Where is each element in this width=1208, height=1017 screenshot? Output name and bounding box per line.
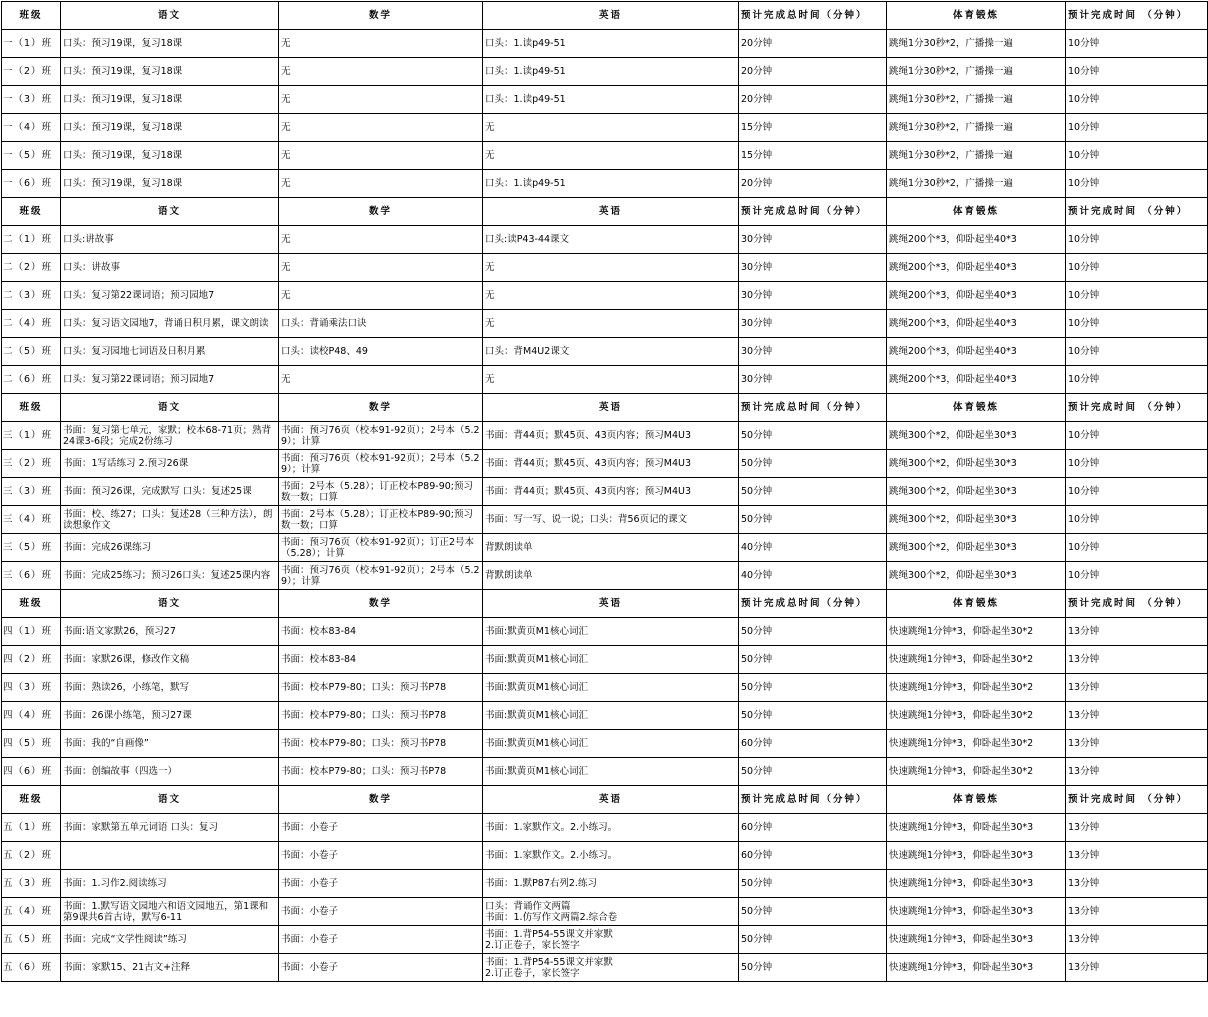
cell-total-time: 30分钟: [739, 226, 887, 254]
cell-pe-time: 13分钟: [1066, 870, 1208, 898]
cell-math: 书面：校本83-84: [279, 618, 483, 646]
cell-total-time: 50分钟: [739, 422, 887, 450]
cell-math: 无: [279, 226, 483, 254]
cell-math: 无: [279, 170, 483, 198]
table-row: [2, 86, 1208, 114]
column-header-pe: 体育锻炼: [887, 394, 1066, 422]
column-header-total-time: 预计完成总时间（分钟）: [739, 786, 887, 814]
cell-total-time: 20分钟: [739, 86, 887, 114]
cell-total-time: 50分钟: [739, 870, 887, 898]
header-row: [2, 590, 1208, 618]
table-row: [2, 534, 1208, 562]
cell-chinese: [61, 842, 279, 870]
cell-class: 一（4）班: [2, 114, 61, 142]
cell-math: 书面：2号本（5.28）；订正校本P89-90;预习数一数；口算: [279, 506, 483, 534]
cell-pe: 跳绳200个*3，仰卧起坐40*3: [887, 338, 1066, 366]
cell-pe: 跳绳1分30秒*2，广播操一遍: [887, 142, 1066, 170]
cell-english: 口头：背诵作文两篇 书面：1.仿写作文两篇2.综合卷: [483, 898, 739, 926]
cell-pe-time: 10分钟: [1066, 282, 1208, 310]
cell-class: 五（6）班: [2, 954, 61, 982]
table-row: [2, 338, 1208, 366]
cell-pe: 快速跳绳1分钟*3，仰卧起坐30*2: [887, 702, 1066, 730]
cell-math: 口头：读校P48、49: [279, 338, 483, 366]
column-header-pe-time: 预计完成时间 （分钟）: [1066, 394, 1208, 422]
column-header-class: 班级: [2, 394, 61, 422]
cell-chinese: 口头：预习19课，复习18课: [61, 170, 279, 198]
cell-english: 书面：背44页；默45页、43页内容；预习M4U3: [483, 450, 739, 478]
cell-class: 二（4）班: [2, 310, 61, 338]
table-row: [2, 506, 1208, 534]
table-row: [2, 842, 1208, 870]
cell-total-time: 30分钟: [739, 282, 887, 310]
cell-math: 无: [279, 254, 483, 282]
table-row: [2, 170, 1208, 198]
column-header-english: 英语: [483, 394, 739, 422]
column-header-class: 班级: [2, 198, 61, 226]
cell-class: 二（5）班: [2, 338, 61, 366]
cell-pe-time: 10分钟: [1066, 478, 1208, 506]
cell-total-time: 50分钟: [739, 926, 887, 954]
cell-english: 书面：1.家默作文。2.小练习。: [483, 814, 739, 842]
cell-pe-time: 10分钟: [1066, 86, 1208, 114]
cell-total-time: 40分钟: [739, 562, 887, 590]
cell-chinese: 书面：完成25练习；预习26口头：复述25课内容: [61, 562, 279, 590]
cell-english: 书面：1.默P87右列2.练习: [483, 870, 739, 898]
homework-table: [1, 1, 1208, 982]
cell-class: 四（6）班: [2, 758, 61, 786]
cell-math: 书面：小卷子: [279, 870, 483, 898]
cell-pe: 跳绳200个*3，仰卧起坐40*3: [887, 310, 1066, 338]
cell-class: 四（4）班: [2, 702, 61, 730]
cell-pe-time: 10分钟: [1066, 534, 1208, 562]
cell-pe: 跳绳1分30秒*2，广播操一遍: [887, 170, 1066, 198]
cell-pe: 跳绳200个*3，仰卧起坐40*3: [887, 366, 1066, 394]
cell-math: 书面：2号本（5.28）；订正校本P89-90;预习数一数；口算: [279, 478, 483, 506]
cell-math: 书面：小卷子: [279, 954, 483, 982]
cell-pe: 跳绳300个*2，仰卧起坐30*3: [887, 506, 1066, 534]
cell-pe: 跳绳200个*3，仰卧起坐40*3: [887, 282, 1066, 310]
cell-total-time: 50分钟: [739, 758, 887, 786]
cell-pe-time: 10分钟: [1066, 142, 1208, 170]
cell-pe-time: 10分钟: [1066, 338, 1208, 366]
cell-class: 三（6）班: [2, 562, 61, 590]
cell-total-time: 30分钟: [739, 254, 887, 282]
cell-math: 书面：小卷子: [279, 898, 483, 926]
cell-total-time: 15分钟: [739, 114, 887, 142]
column-header-english: 英语: [483, 198, 739, 226]
cell-pe: 跳绳1分30秒*2，广播操一遍: [887, 114, 1066, 142]
table-row: [2, 30, 1208, 58]
cell-english: 书面：背44页；默45页、43页内容；预习M4U3: [483, 478, 739, 506]
table-row: [2, 562, 1208, 590]
table-row: [2, 758, 1208, 786]
cell-pe-time: 13分钟: [1066, 842, 1208, 870]
column-header-total-time: 预计完成总时间（分钟）: [739, 590, 887, 618]
cell-math: 书面：预习76页（校本91-92页）；2号本（5.29）；计算: [279, 450, 483, 478]
cell-pe-time: 13分钟: [1066, 674, 1208, 702]
cell-english: 书面：1.背P54-55课文并家默 2.订正卷子，家长签字: [483, 954, 739, 982]
cell-chinese: 书面：完成26课练习: [61, 534, 279, 562]
column-header-pe: 体育锻炼: [887, 198, 1066, 226]
table-row: [2, 954, 1208, 982]
cell-english: 口头：1.读p49-51: [483, 30, 739, 58]
cell-class: 三（1）班: [2, 422, 61, 450]
cell-chinese: 书面:语文家默26，预习27: [61, 618, 279, 646]
column-header-math: 数学: [279, 198, 483, 226]
cell-english: 书面:默黄页M1核心词汇: [483, 730, 739, 758]
cell-english: 书面：1.背P54-55课文并家默 2.订正卷子，家长签字: [483, 926, 739, 954]
column-header-pe-time: 预计完成时间 （分钟）: [1066, 786, 1208, 814]
cell-math: 无: [279, 114, 483, 142]
cell-class: 一（6）班: [2, 170, 61, 198]
cell-english: 背默朗读单: [483, 562, 739, 590]
cell-english: 无: [483, 366, 739, 394]
table-row: [2, 926, 1208, 954]
table-row: [2, 310, 1208, 338]
cell-total-time: 50分钟: [739, 954, 887, 982]
cell-chinese: 书面：1.习作2.阅读练习: [61, 870, 279, 898]
column-header-chinese: 语文: [61, 590, 279, 618]
cell-total-time: 40分钟: [739, 534, 887, 562]
column-header-pe-time: 预计完成时间 （分钟）: [1066, 590, 1208, 618]
column-header-chinese: 语文: [61, 2, 279, 30]
table-row: [2, 730, 1208, 758]
column-header-total-time: 预计完成总时间（分钟）: [739, 394, 887, 422]
cell-pe-time: 13分钟: [1066, 702, 1208, 730]
cell-chinese: 书面：预习26课，完成默写 口头：复述25课: [61, 478, 279, 506]
cell-chinese: 口头：复习语文园地7，背诵日积月累，课文朗读: [61, 310, 279, 338]
cell-english: 书面:默黄页M1核心词汇: [483, 618, 739, 646]
cell-chinese: 书面：完成“文学性阅读”练习: [61, 926, 279, 954]
cell-class: 五（1）班: [2, 814, 61, 842]
cell-chinese: 书面：创编故事（四选一）: [61, 758, 279, 786]
column-header-english: 英语: [483, 786, 739, 814]
cell-class: 一（5）班: [2, 142, 61, 170]
cell-chinese: 口头：预习19课，复习18课: [61, 142, 279, 170]
cell-class: 五（5）班: [2, 926, 61, 954]
cell-pe-time: 13分钟: [1066, 814, 1208, 842]
column-header-math: 数学: [279, 786, 483, 814]
table-row: [2, 870, 1208, 898]
cell-class: 三（3）班: [2, 478, 61, 506]
table-row: [2, 450, 1208, 478]
column-header-class: 班级: [2, 2, 61, 30]
table-row: [2, 674, 1208, 702]
cell-pe-time: 13分钟: [1066, 898, 1208, 926]
cell-english: 无: [483, 114, 739, 142]
column-header-pe: 体育锻炼: [887, 786, 1066, 814]
cell-english: 书面:默黄页M1核心词汇: [483, 646, 739, 674]
cell-chinese: 书面：复习第七单元，家默；校本68-71页；熟背24课3-6段；完成2份练习: [61, 422, 279, 450]
cell-math: 书面：预习76页（校本91-92页）；订正2号本（5.28）；计算: [279, 534, 483, 562]
cell-english: 背默朗读单: [483, 534, 739, 562]
cell-pe: 快速跳绳1分钟*3，仰卧起坐30*2: [887, 618, 1066, 646]
cell-pe-time: 10分钟: [1066, 422, 1208, 450]
cell-math: 无: [279, 30, 483, 58]
cell-total-time: 20分钟: [739, 170, 887, 198]
cell-total-time: 60分钟: [739, 842, 887, 870]
column-header-class: 班级: [2, 590, 61, 618]
table-row: [2, 618, 1208, 646]
cell-math: 书面：校本P79-80；口头：预习书P78: [279, 758, 483, 786]
cell-english: 书面：1.家默作文。2.小练习。: [483, 842, 739, 870]
cell-class: 一（1）班: [2, 30, 61, 58]
cell-english: 无: [483, 310, 739, 338]
cell-chinese: 口头：讲故事: [61, 254, 279, 282]
table-row: [2, 702, 1208, 730]
cell-english: 口头：1.读p49-51: [483, 170, 739, 198]
cell-pe-time: 10分钟: [1066, 310, 1208, 338]
cell-math: 无: [279, 142, 483, 170]
cell-english: 口头：1.读p49-51: [483, 58, 739, 86]
cell-pe: 快速跳绳1分钟*3，仰卧起坐30*3: [887, 898, 1066, 926]
cell-english: 无: [483, 282, 739, 310]
cell-total-time: 20分钟: [739, 58, 887, 86]
cell-total-time: 50分钟: [739, 450, 887, 478]
cell-pe-time: 10分钟: [1066, 366, 1208, 394]
cell-class: 三（4）班: [2, 506, 61, 534]
cell-pe: 跳绳200个*3，仰卧起坐40*3: [887, 226, 1066, 254]
cell-english: 书面:默黄页M1核心词汇: [483, 674, 739, 702]
cell-pe: 快速跳绳1分钟*3，仰卧起坐30*3: [887, 926, 1066, 954]
column-header-total-time: 预计完成总时间（分钟）: [739, 198, 887, 226]
cell-pe-time: 10分钟: [1066, 30, 1208, 58]
cell-english: 口头：1.读p49-51: [483, 86, 739, 114]
cell-class: 二（1）班: [2, 226, 61, 254]
table-row: [2, 142, 1208, 170]
cell-math: 无: [279, 366, 483, 394]
cell-pe: 快速跳绳1分钟*3，仰卧起坐30*2: [887, 758, 1066, 786]
cell-chinese: 书面：家默第五单元词语 口头：复习: [61, 814, 279, 842]
cell-chinese: 口头：复习第22课词语；预习园地7: [61, 366, 279, 394]
cell-total-time: 50分钟: [739, 618, 887, 646]
cell-pe: 跳绳300个*2，仰卧起坐30*3: [887, 534, 1066, 562]
cell-pe-time: 10分钟: [1066, 254, 1208, 282]
cell-pe: 快速跳绳1分钟*3，仰卧起坐30*3: [887, 954, 1066, 982]
cell-pe: 跳绳1分30秒*2，广播操一遍: [887, 86, 1066, 114]
cell-pe: 跳绳200个*3，仰卧起坐40*3: [887, 254, 1066, 282]
cell-pe-time: 10分钟: [1066, 506, 1208, 534]
cell-total-time: 50分钟: [739, 898, 887, 926]
cell-english: 口头：背M4U2课文: [483, 338, 739, 366]
cell-pe-time: 13分钟: [1066, 618, 1208, 646]
column-header-math: 数学: [279, 2, 483, 30]
column-header-pe-time: 预计完成时间 （分钟）: [1066, 198, 1208, 226]
cell-pe-time: 13分钟: [1066, 954, 1208, 982]
table-row: [2, 646, 1208, 674]
cell-class: 五（2）班: [2, 842, 61, 870]
cell-pe-time: 13分钟: [1066, 646, 1208, 674]
cell-pe: 跳绳1分30秒*2，广播操一遍: [887, 30, 1066, 58]
header-row: [2, 786, 1208, 814]
cell-math: 书面：小卷子: [279, 842, 483, 870]
cell-english: 无: [483, 254, 739, 282]
cell-english: 书面:默黄页M1核心词汇: [483, 702, 739, 730]
cell-chinese: 书面：1写话练习 2.预习26课: [61, 450, 279, 478]
cell-pe: 跳绳300个*2，仰卧起坐30*3: [887, 422, 1066, 450]
column-header-math: 数学: [279, 590, 483, 618]
cell-math: 书面：小卷子: [279, 926, 483, 954]
column-header-pe: 体育锻炼: [887, 2, 1066, 30]
cell-total-time: 50分钟: [739, 478, 887, 506]
cell-pe-time: 13分钟: [1066, 730, 1208, 758]
column-header-pe-time: 预计完成时间 （分钟）: [1066, 2, 1208, 30]
cell-pe-time: 10分钟: [1066, 226, 1208, 254]
cell-total-time: 50分钟: [739, 702, 887, 730]
table-row: [2, 254, 1208, 282]
cell-english: 书面：写一写、说一说；口头：背56页记的课文: [483, 506, 739, 534]
column-header-pe: 体育锻炼: [887, 590, 1066, 618]
cell-pe: 跳绳300个*2，仰卧起坐30*3: [887, 450, 1066, 478]
cell-class: 一（2）班: [2, 58, 61, 86]
cell-class: 三（5）班: [2, 534, 61, 562]
cell-pe: 跳绳300个*2，仰卧起坐30*3: [887, 478, 1066, 506]
cell-class: 四（1）班: [2, 618, 61, 646]
cell-pe: 跳绳300个*2，仰卧起坐30*3: [887, 562, 1066, 590]
cell-chinese: 口头：预习19课，复习18课: [61, 30, 279, 58]
cell-pe-time: 10分钟: [1066, 562, 1208, 590]
cell-class: 四（3）班: [2, 674, 61, 702]
cell-chinese: 书面：1.默写语文园地六和语文园地五，第1课和第9课共6首古诗，默写6-11: [61, 898, 279, 926]
cell-math: 口头：背诵乘法口诀: [279, 310, 483, 338]
cell-total-time: 50分钟: [739, 506, 887, 534]
cell-pe: 快速跳绳1分钟*3，仰卧起坐30*2: [887, 730, 1066, 758]
cell-total-time: 50分钟: [739, 646, 887, 674]
cell-chinese: 口头：预习19课，复习18课: [61, 114, 279, 142]
table-row: [2, 422, 1208, 450]
cell-math: 书面：小卷子: [279, 814, 483, 842]
table-row: [2, 226, 1208, 254]
cell-class: 一（3）班: [2, 86, 61, 114]
table-row: [2, 478, 1208, 506]
cell-pe-time: 13分钟: [1066, 758, 1208, 786]
header-row: [2, 2, 1208, 30]
cell-math: 书面：校本P79-80；口头：预习书P78: [279, 702, 483, 730]
cell-class: 二（3）班: [2, 282, 61, 310]
cell-math: 无: [279, 282, 483, 310]
cell-class: 五（4）班: [2, 898, 61, 926]
cell-math: 书面：预习76页（校本91-92页）；2号本（5.29）；计算: [279, 422, 483, 450]
cell-total-time: 60分钟: [739, 730, 887, 758]
table-row: [2, 114, 1208, 142]
column-header-english: 英语: [483, 590, 739, 618]
cell-pe: 快速跳绳1分钟*3，仰卧起坐30*3: [887, 870, 1066, 898]
cell-english: 无: [483, 142, 739, 170]
cell-chinese: 书面：26课小练笔，预习27课: [61, 702, 279, 730]
cell-total-time: 30分钟: [739, 366, 887, 394]
cell-chinese: 口头：预习19课，复习18课: [61, 58, 279, 86]
cell-pe: 快速跳绳1分钟*3，仰卧起坐30*2: [887, 674, 1066, 702]
header-row: [2, 198, 1208, 226]
cell-class: 二（6）班: [2, 366, 61, 394]
column-header-total-time: 预计完成总时间（分钟）: [739, 2, 887, 30]
cell-pe: 快速跳绳1分钟*3，仰卧起坐30*3: [887, 842, 1066, 870]
cell-chinese: 口头：复习园地七词语及日积月累: [61, 338, 279, 366]
cell-chinese: 书面：家默15、21古文+注释: [61, 954, 279, 982]
cell-total-time: 50分钟: [739, 674, 887, 702]
cell-chinese: 口头：复习第22课词语；预习园地7: [61, 282, 279, 310]
cell-chinese: 口头:讲故事: [61, 226, 279, 254]
table-row: [2, 814, 1208, 842]
cell-class: 四（5）班: [2, 730, 61, 758]
cell-class: 四（2）班: [2, 646, 61, 674]
cell-chinese: 书面：校、练27；口头：复述28（三种方法），朗读想象作文: [61, 506, 279, 534]
cell-pe: 快速跳绳1分钟*3，仰卧起坐30*3: [887, 814, 1066, 842]
cell-class: 五（3）班: [2, 870, 61, 898]
cell-pe: 快速跳绳1分钟*3，仰卧起坐30*2: [887, 646, 1066, 674]
cell-english: 书面:默黄页M1核心词汇: [483, 758, 739, 786]
cell-pe-time: 10分钟: [1066, 170, 1208, 198]
column-header-chinese: 语文: [61, 198, 279, 226]
cell-total-time: 60分钟: [739, 814, 887, 842]
table-row: [2, 366, 1208, 394]
cell-chinese: 书面：我的“自画像”: [61, 730, 279, 758]
cell-pe-time: 10分钟: [1066, 450, 1208, 478]
cell-pe-time: 13分钟: [1066, 926, 1208, 954]
column-header-english: 英语: [483, 2, 739, 30]
cell-chinese: 口头：预习19课，复习18课: [61, 86, 279, 114]
cell-total-time: 15分钟: [739, 142, 887, 170]
cell-math: 无: [279, 58, 483, 86]
cell-pe-time: 10分钟: [1066, 114, 1208, 142]
cell-class: 二（2）班: [2, 254, 61, 282]
cell-chinese: 书面：熟读26，小练笔，默写: [61, 674, 279, 702]
cell-pe: 跳绳1分30秒*2，广播操一遍: [887, 58, 1066, 86]
cell-math: 书面：校本P79-80；口头：预习书P78: [279, 730, 483, 758]
cell-math: 书面：校本P79-80；口头：预习书P78: [279, 674, 483, 702]
cell-pe-time: 10分钟: [1066, 58, 1208, 86]
cell-math: 无: [279, 86, 483, 114]
column-header-chinese: 语文: [61, 394, 279, 422]
table-row: [2, 58, 1208, 86]
cell-total-time: 20分钟: [739, 30, 887, 58]
cell-total-time: 30分钟: [739, 310, 887, 338]
column-header-class: 班级: [2, 786, 61, 814]
column-header-math: 数学: [279, 394, 483, 422]
cell-chinese: 书面：家默26课，修改作文稿: [61, 646, 279, 674]
cell-english: 书面：背44页；默45页、43页内容；预习M4U3: [483, 422, 739, 450]
cell-class: 三（2）班: [2, 450, 61, 478]
cell-english: 口头:读P43-44课文: [483, 226, 739, 254]
column-header-chinese: 语文: [61, 786, 279, 814]
table-row: [2, 282, 1208, 310]
header-row: [2, 394, 1208, 422]
table-row: [2, 898, 1208, 926]
cell-math: 书面：校本83-84: [279, 646, 483, 674]
cell-total-time: 30分钟: [739, 338, 887, 366]
cell-math: 书面：预习76页（校本91-92页）；2号本（5.29）；计算: [279, 562, 483, 590]
